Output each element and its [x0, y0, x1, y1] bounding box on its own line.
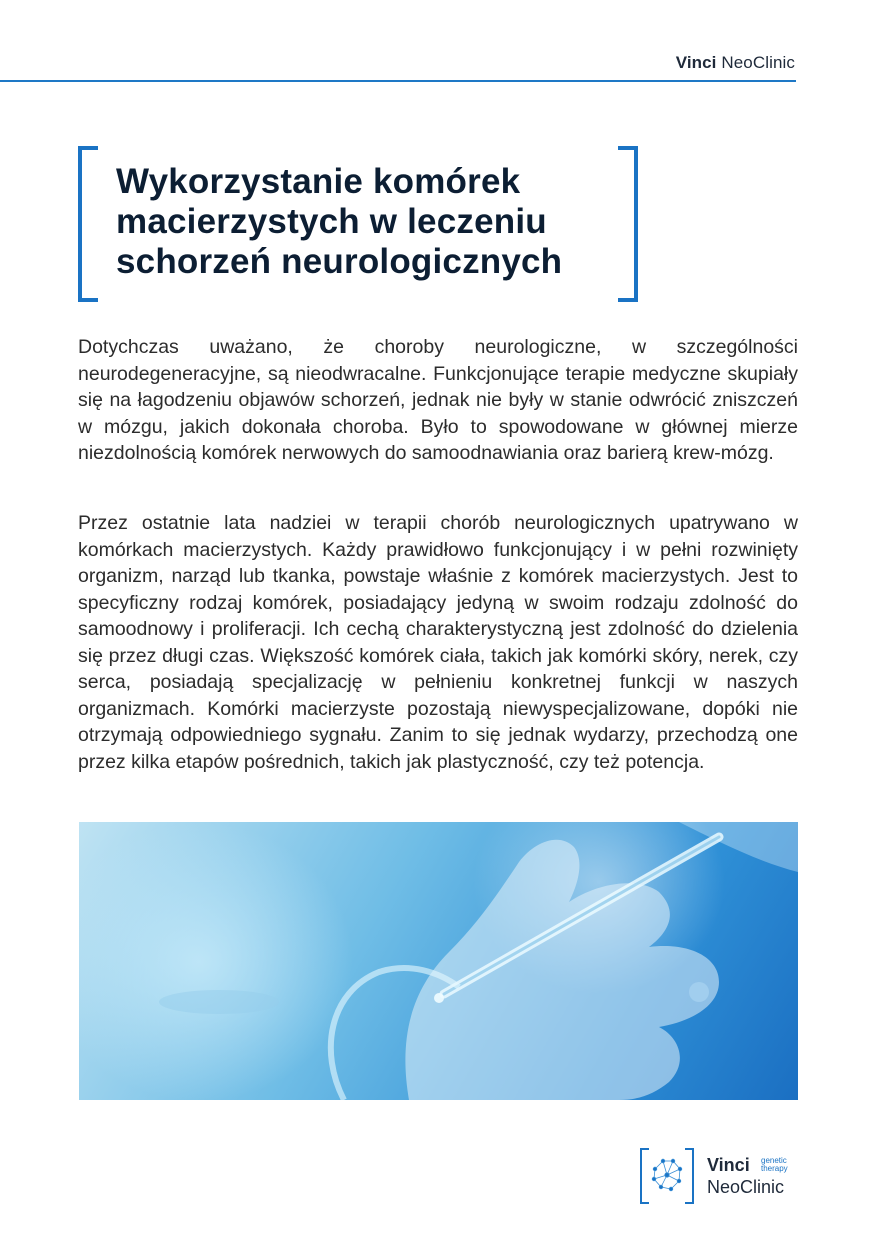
footer-logo — [639, 1147, 799, 1205]
title-frame — [78, 146, 638, 302]
blurred-object — [159, 990, 279, 1014]
paragraph-stem-cells: Przez ostatnie lata nadziei w terapii chorób neurologicznych upatrywano w komórkach macierzystych. Każdy prawidłowo funkcjonujący i w pełni rozwinięty organizm, narząd lub tkanka, powstaje właśnie z komórek macierzystych. Jest to specyficzny rodzaj komórek, posiadający jedyną w swoim rodzaju zdolność do samoodnowy i proliferacji. Ich cechą charakterystyczną jest zdolność do dzielenia się przez długi czas. Większość komórek ciała, takich jak komórki skóry, nerek, czy serca, posiadają specjalizację w pełnieniu konkretnej funkcji w naszych organizmach. Komórki macierzyste pozostają niewyspecjalizowane, dopóki nie otrzymają odpowiedniego sygnału. Zanim to się jednak wydarzy, przechodzą one przez kilka etapów pośrednich, takich jak plastyczność, czy też potencja. — [78, 512, 798, 773]
page-title: Wykorzystanie komórek macierzystych w leczeniu schorzeń neurologicznych — [116, 162, 563, 281]
brain-network-icon — [639, 1147, 695, 1205]
gloved-hand-shape — [405, 840, 719, 1100]
logo-tagline — [761, 1157, 801, 1173]
logo-tagline-1: genetic — [761, 1156, 787, 1165]
logo-tagline-2: therapy — [761, 1164, 788, 1173]
header-brand-rest: NeoClinic — [721, 53, 795, 72]
lab-pipette-photo — [79, 822, 798, 1100]
left-bracket-decoration — [78, 146, 98, 302]
bokeh-dot — [689, 982, 709, 1002]
header-brand-bold: Vinci — [675, 53, 717, 72]
pipette-droplet — [434, 993, 444, 1003]
photo-illustration — [79, 822, 798, 1100]
paragraph-intro: Dotychczas uważano, że choroby neurologiczne, w szczególności neurodegeneracyjne, są nieodwracalne. Funkcjonujące terapie medyczne skupiały się na łagodzeniu objawów schorzeń, jednak nie były w stanie odwrócić zniszczeń w mózgu, jakich dokonała choroba. Było to spowodowane w głównej mierze niezdolnością komórek nerwowych do samoodnawiania oraz barierą krew-mózg. — [78, 336, 798, 464]
header-brand — [676, 53, 795, 73]
logo-name-rest: NeoClinic — [707, 1177, 785, 1197]
header-divider — [0, 80, 796, 82]
logo-name-bold: Vinci — [707, 1155, 750, 1175]
